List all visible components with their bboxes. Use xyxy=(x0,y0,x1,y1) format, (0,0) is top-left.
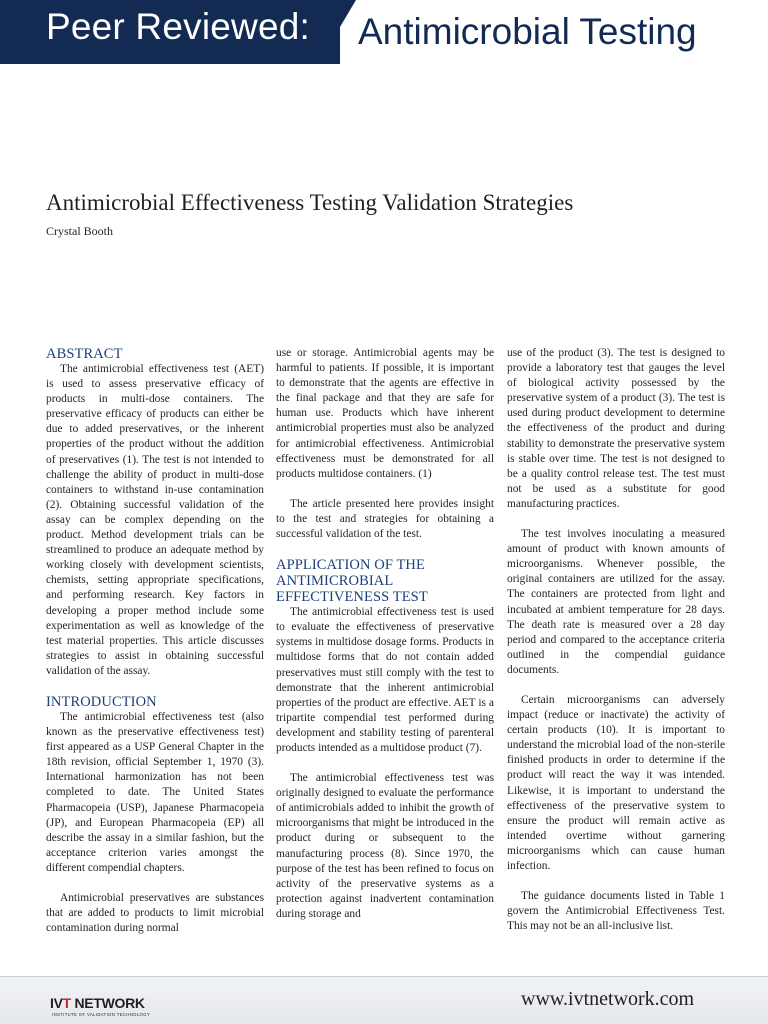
column-3 xyxy=(507,346,725,934)
header-banner xyxy=(0,0,768,64)
intro-paragraph-2-cont: use or storage. Antimicrobial agents may be harmful to patients. If possible, it is important to demonstrate that the agents are effective in the final package and that they are safe for human use. Products which have inherent antimicrobial properties must also be analyzed for antimicrobial effectiveness. Antimicrobial effectiveness must be demonstrated for all products multidose containers. (1) xyxy=(276,347,494,480)
logo-iv: IV xyxy=(50,995,63,1011)
logo-t: T xyxy=(62,995,71,1011)
intro-paragraph-3: The article presented here provides insight to the test and strategies for obtaining a successful validation of the test. xyxy=(276,497,494,541)
heading-introduction: INTRODUCTION xyxy=(46,693,157,710)
column-2 xyxy=(276,346,494,922)
website-link[interactable]: www.ivtnetwork.com xyxy=(521,988,695,1010)
logo-network: NETWORK xyxy=(70,995,145,1011)
banner-topic: Antimicrobial Testing xyxy=(358,11,697,52)
ivt-network-logo xyxy=(50,995,145,1011)
article-title: Antimicrobial Effectiveness Testing Validation Strategies xyxy=(46,190,574,215)
banner-slant xyxy=(318,0,356,64)
application-paragraph-4: Certain microorganisms can adversely impact (reduce or inactivate) the activity of certain products (10). It is important to understand the microbial load of the non-sterile finished products in order to determine if the product will react the way it was intended. Likewise, it is important to understand the effectiveness of the preservative system to ensure the product will remain active as intended overtime without garnering microorganisms which can cause human infection. xyxy=(507,693,725,872)
application-paragraph-3: The test involves inoculating a measured amount of product with known amounts of microorganisms. Whenever possible, the original containers are utilized for the assay. The containers are protected from light and incubated at ambient temperature for 28 days. The death rate is measured over a 28 day period and compared to the acceptance criteria outlined in the compendial guidance documents. xyxy=(507,528,725,676)
column-1 xyxy=(46,346,264,936)
footer-divider xyxy=(0,976,768,977)
application-paragraph-2-cont: use of the product (3). The test is designed to provide a laboratory test that gauges the level of biological activity possessed by the preservative system of a product (3). The test is used during product development to determine the effectiveness of the product and during stability to demonstrate the preservative system is stable over time. The test is not designed to be a quality control release test. The test must not be used as a substitute for good manufacturing practices. xyxy=(507,347,725,510)
banner-label: Peer Reviewed: xyxy=(46,6,310,47)
heading-application: APPLICATION OF THE ANTIMICROBIAL EFFECTIVENESS TEST xyxy=(276,557,428,606)
application-paragraph-1: The antimicrobial effectiveness test is used to evaluate the effectiveness of preservative systems in multidose dosage forms. Products in multidose forms that do not contain added preservatives must still comply with the test to demonstrate that the inherent antimicrobial properties of the product are effective. AET is a tripartite compendial test performed during development and stability testing of parenteral products intended as a multidose product (7). xyxy=(276,606,494,754)
heading-abstract: ABSTRACT xyxy=(46,346,123,362)
application-paragraph-2: The antimicrobial effectiveness test was originally designed to evaluate the performance of antimicrobials added to inhibit the growth of microorganisms that might be introduced in the product during or subsequent to the manufacturing process (8). Since 1970, the purpose of the test has been refined to focus on activity of the preservative systems as a protection against inadvertent contamination during storage and xyxy=(276,772,494,920)
application-paragraph-5: The guidance documents listed in Table 1 govern the Antimicrobial Effectiveness Test. This may not be an all-inclusive list. xyxy=(507,890,725,933)
intro-paragraph-2: Antimicrobial preservatives are substances that are added to products to limit microbial contamination during normal xyxy=(46,892,264,935)
abstract-paragraph: The antimicrobial effectiveness test (AET) is used to assess preservative efficacy of products in multi-dose containers. The preservative efficacy of products can either be due to added preservatives, or the inherent properties of the product without the addition of preservatives (1). The test is not intended to challenge the ability of product in multi-dose containers to withstand in-use contamination (2). Obtaining successful validation of the assay can be complex depending on the product. Method development trials can be streamlined to produce an adequate method by working closely with development scientists, chemists, setting appropriate specifications, and performing research. Key factors in developing a proper method include some experimentation as well as knowledge of the test material properties. This article discusses strategies to assist in obtaining successful validation of the assay. xyxy=(46,363,264,677)
logo-tagline: INSTITUTE OF VALIDATION TECHNOLOGY xyxy=(52,1012,151,1017)
intro-paragraph-1: The antimicrobial effectiveness test (also known as the preservative effectiveness test) first appeared as a USP General Chapter in the 18th revision, official September 1, 1970 (3). International harmonization has not been completed to date. The United States Pharmacopeia (USP), Japanese Pharmacopeia (JP), and European Pharmacopeia (EP) all describe the assay in a similar fashion, but the acceptance criterion varies amongst the different compendial chapters. xyxy=(46,710,264,874)
article-author: Crystal Booth xyxy=(46,224,114,238)
